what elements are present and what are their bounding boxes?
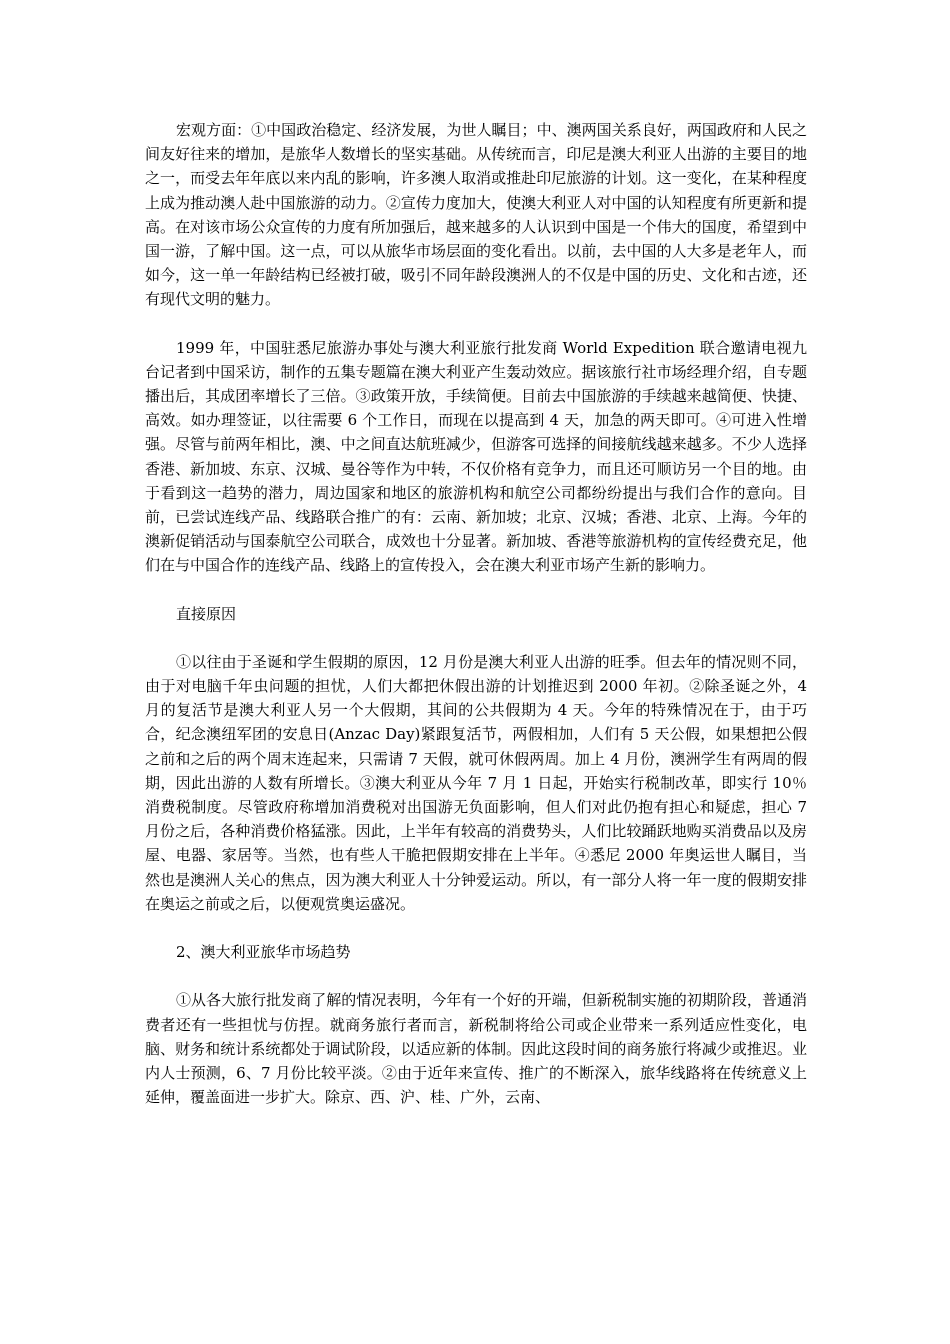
paragraph-spacer <box>145 964 807 988</box>
paragraph-market-trends: ①从各大旅行批发商了解的情况表明，今年有一个好的开端，但新税制实施的初期阶段，普通消费者还有一些担忧与仿捏。就商务旅行者而言，新税制将给公司或企业带来一系列适应性变化，电脑、财务和统计系统都处于调试阶段，以适应新的体制。因此这段时间的商务旅行将减少或推迟。业内人士预测，6、7 月份比较平淡。②由于近年来宣传、推广的不断深入，旅华线路将在传统意义上延伸，覆盖面进一步扩大。除京、西、沪、桂、广外，云南、 <box>145 991 807 1107</box>
paragraph-spacer <box>145 916 807 940</box>
section-heading-market-trends: 2、澳大利亚旅华市场趋势 <box>176 943 351 962</box>
paragraph-spacer <box>145 312 807 336</box>
paragraph-macro-factors: 宏观方面：①中国政治稳定、经济发展，为世人瞩目；中、澳两国关系良好，两国政府和人民之间友好往来的增加，是旅华人数增长的坚实基础。从传统而言，印尼是澳大利亚人出游的主要目的地之一，而受去年年底以来内乱的影响，许多澳人取消或推赴印尼旅游的计划。这一变化，在某种程度上成为推动澳人赴中国旅游的动力。②宣传力度加大，使澳大利亚人对中国的认知程度有所更新和提高。在对该市场公众宣传的力度有所加强后，越来越多的人认识到中国是一个伟大的国度，希望到中国一游，了解中国。这一点，可以从旅华市场层面的变化看出。以前，去中国的人大多是老年人，而如今，这一单一年龄结构已经被打破，吸引不同年龄段澳洲人的不仅是中国的历史、文化和古迹，还有现代文明的魅力。 <box>145 121 807 309</box>
paragraph-spacer <box>145 578 807 602</box>
paragraph-world-expedition: 1999 年，中国驻悉尼旅游办事处与澳大利亚旅行批发商 World Expedition 联合邀请电视九台记者到中国采访，制作的五集专题篇在澳大利亚产生轰动效应。据该旅行社市场经理介绍，自专题播出后，其成团率增长了三倍。③政策开放，手续简便。目前去中国旅游的手续越来越简便、快捷、高效。如办理签证，以往需要 6 个工作日，而现在以提高到 4 天，加急的两天即可。④可进入性增强。尽管与前两年相比，澳、中之间直达航班减少，但游客可选择的间接航线越来越多。不少人选择香港、新加坡、东京、汉城、曼谷等作为中转，不仅价格有竞争力，而且还可顺访另一个目的地。由于看到这一趋势的潜力，周边国家和地区的旅游机构和航空公司都纷纷提出与我们合作的意向。目前，已尝试连线产品、线路联合推广的有：云南、新加坡；北京、汉城；香港、北京、上海。今年的澳新促销活动与国泰航空公司联合，成效也十分显著。新加坡、香港等旅游机构的宣传经费充足，他们在与中国合作的连线产品、线路上的宣传投入，会在澳大利亚市场产生新的影响力。 <box>145 338 807 575</box>
paragraph-spacer <box>145 626 807 650</box>
paragraph-direct-causes: ①以往由于圣诞和学生假期的原因，12 月份是澳大利亚人出游的旺季。但去年的情况则不同，由于对电脑千年虫问题的担忧，人们大都把休假出游的计划推迟到 2000 年初。②除圣诞之外，4 月的复活节是澳大利亚人另一个大假期，其间的公共假期为 4 天。今年的特殊情况在于，由于巧合，纪念澳纽军团的安息日(Anzac Day)紧跟复活节，两假相加，人们有 5 天公假，如果想把公假之前和之后的两个周末连起来，只需请 7 天假，就可休假两周。加上 4 月份，澳洲学生有两周的假期，因此出游的人数有所增长。③澳大利亚从今年 7 月 1 日起，开始实行税制改革，即实行 10％消费税制度。尽管政府称增加消费税对出国游无负面影响，但人们对此仍抱有担心和疑虑，担心 7 月份之后，各种消费价格猛涨。因此，上半年有较高的消费势头，人们比较踊跃地购买消费品以及房屋、电器、家居等。当然，也有些人干脆把假期安排在上半年。④悉尼 2000 年奥运世人瞩目，当然也是澳洲人关心的焦点，因为澳大利亚人十分钟爱运动。所以，有一部分人将一年一度的假期安排在奥运之前或之后，以便观赏奥运盛况。 <box>145 652 807 913</box>
section-heading-direct-causes: 直接原因 <box>176 604 237 623</box>
document-page <box>145 118 807 1109</box>
